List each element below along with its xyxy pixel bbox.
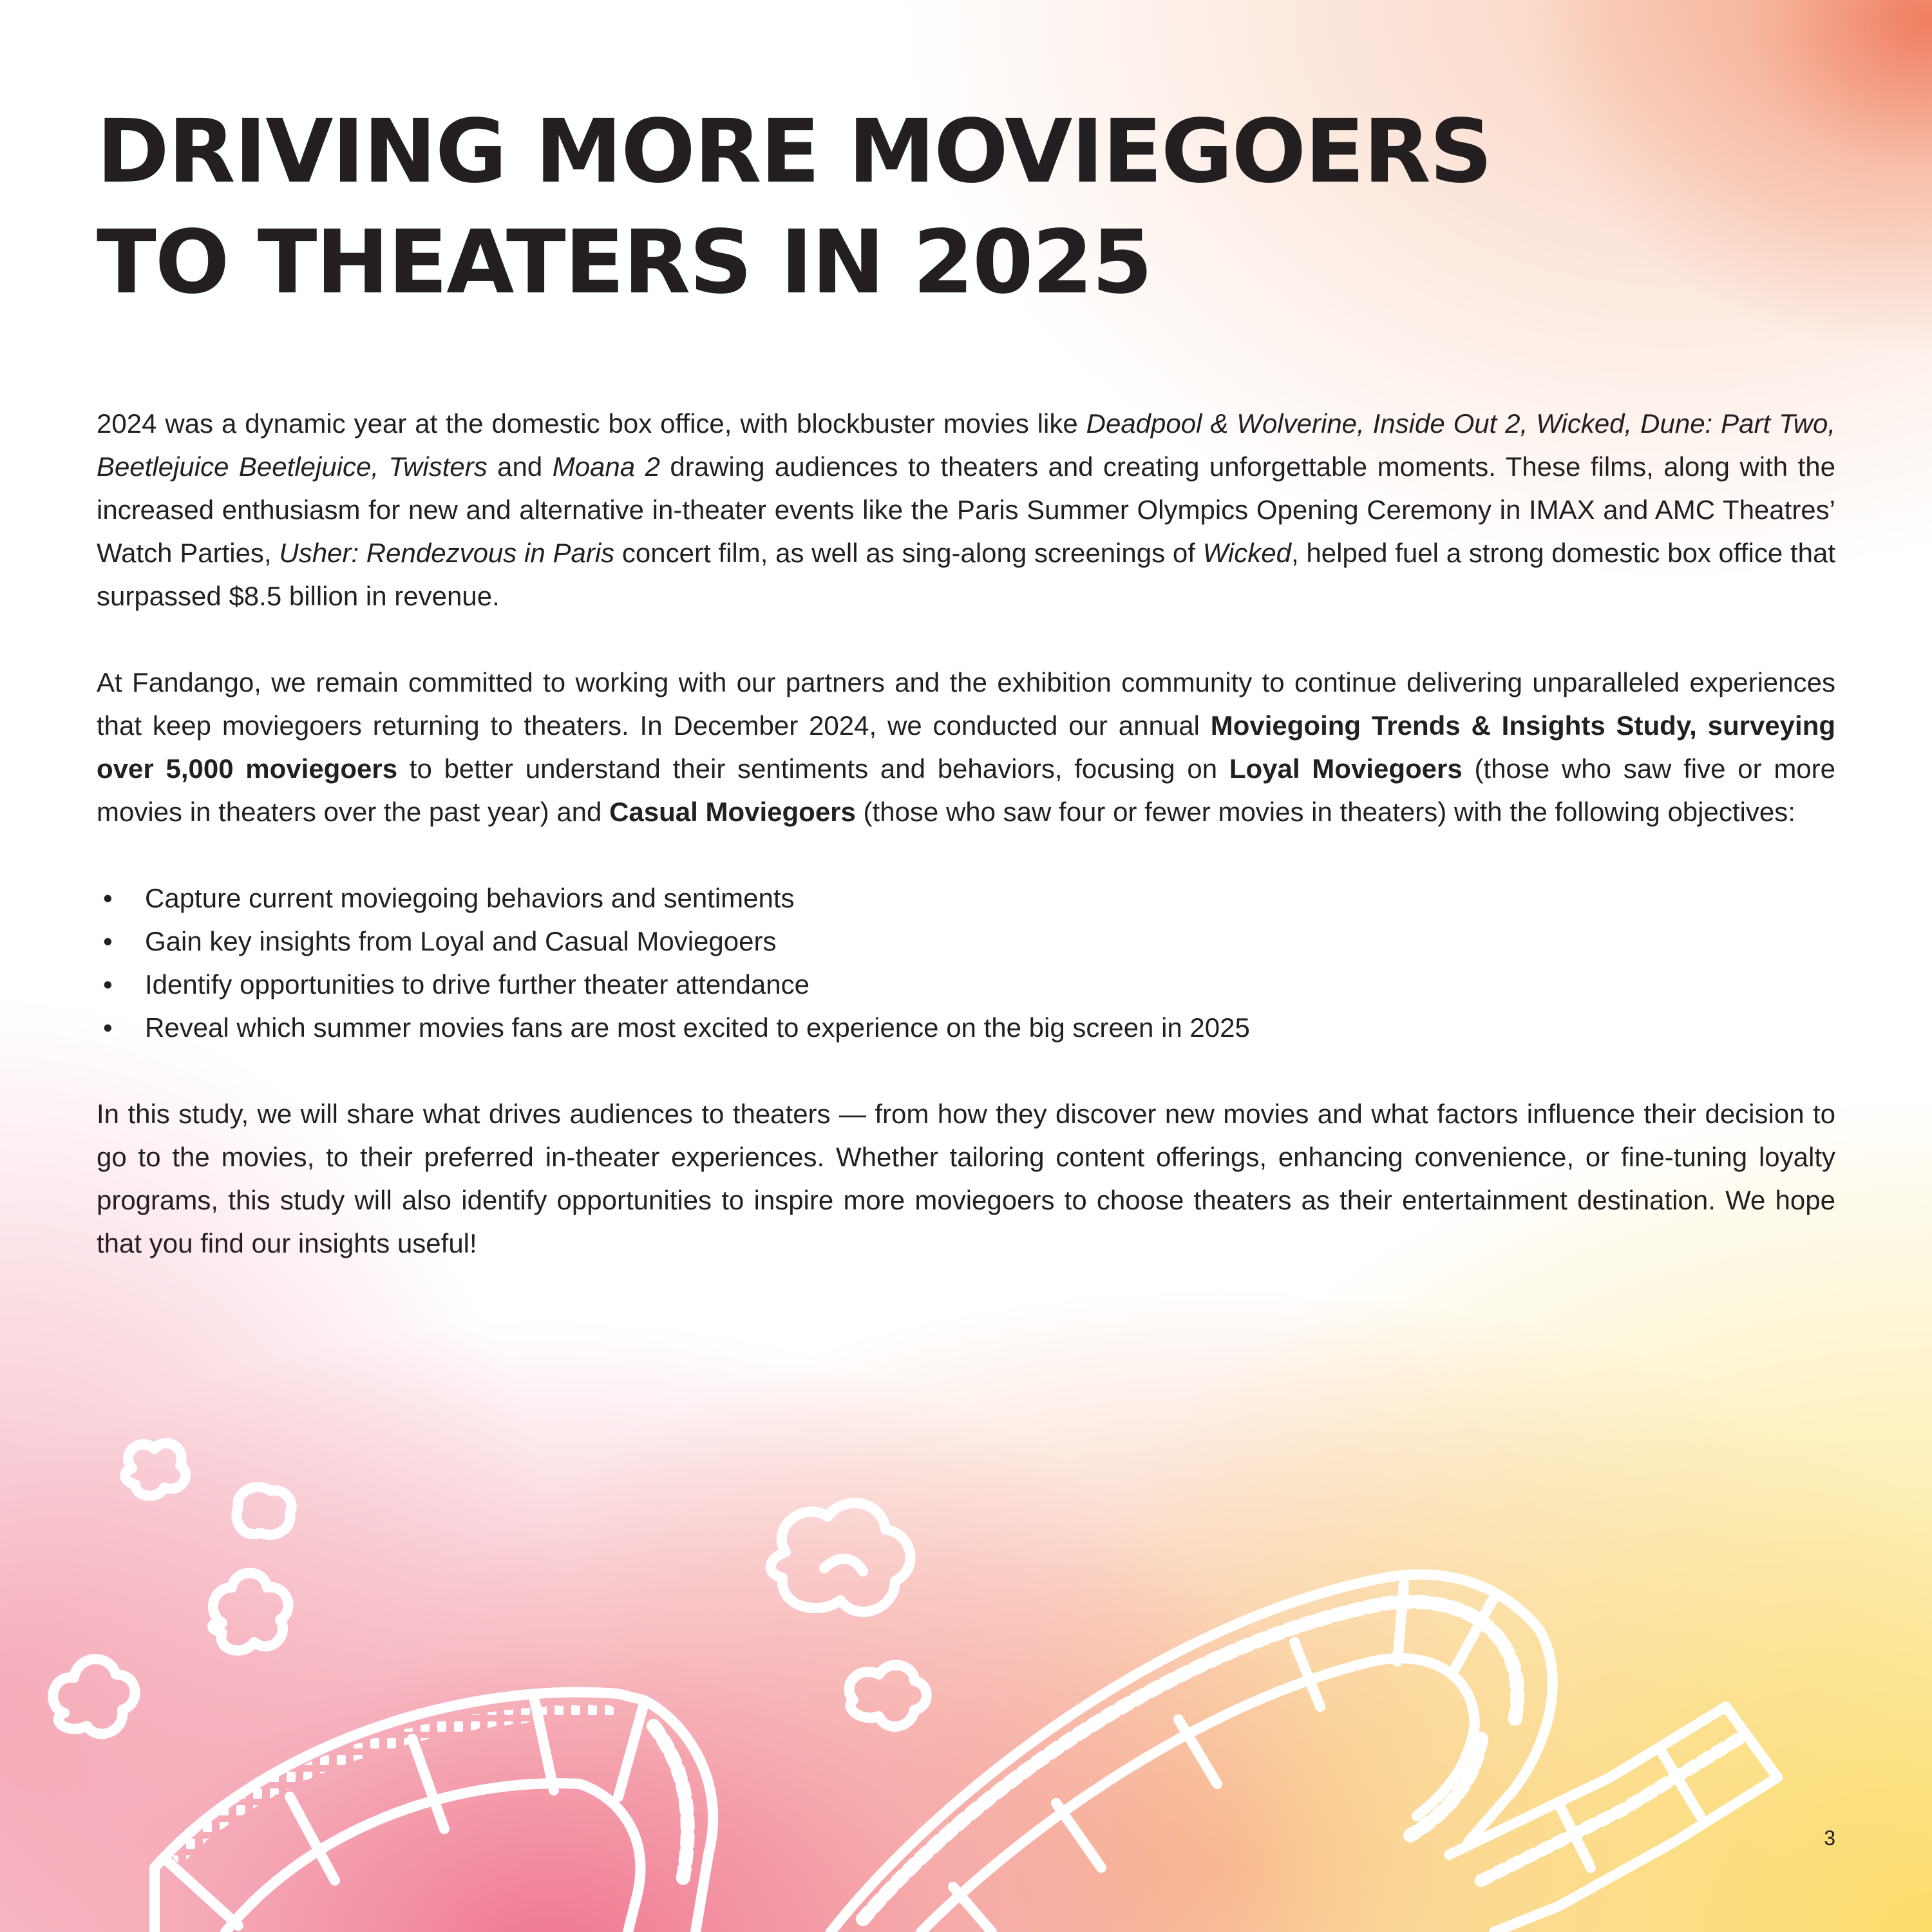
objectives-list [97, 876, 1835, 1049]
objective-item: • Capture current moviegoing behaviors and sentiments [97, 876, 1835, 920]
film-popcorn-illustration [0, 1417, 1932, 1932]
page-content [97, 97, 1835, 1308]
closing-paragraph: In this study, we will share what drives audiences to theaters — from how they discover new movies and what factors influence their decision to go to the movies, to their preferred in-theater experiences. Whether tailoring content offerings, enhancing convenience, or fine-tuning loyalty programs, this study will also identify opportunities to inspire more moviegoers to choose theaters as their entertainment destination. We hope that you find our insights useful! [97, 1099, 1835, 1258]
title-line-2: TO THEATERS IN 2025 [97, 212, 1151, 314]
casual-moviegoers-term: Casual Moviegoers [609, 797, 856, 827]
study-paragraph: At Fandango, we remain committed to working with our partners and the exhibition community to continue delivering unparalleled experiences that keep moviegoers returning to theaters. In December 2024, we conducted our annual Moviegoing Trends & Insights Study, surveying over 5,000 moviegoers to better understand their sentiments and behaviors, focusing on Loyal Moviegoers (those who saw five or more movies in theaters over the past year) and Casual Moviegoers (those who saw four or fewer movies in theaters) with the following objectives: [97, 667, 1836, 827]
page-title [97, 97, 1835, 318]
objective-item: • Identify opportunities to drive further theater attendance [97, 963, 1835, 1006]
body-text [97, 402, 1835, 1265]
objective-item: • Gain key insights from Loyal and Casual Moviegoers [97, 920, 1835, 963]
objective-item: • Reveal which summer movies fans are most excited to experience on the big screen in 2025 [97, 1006, 1835, 1049]
title-line-1: DRIVING MORE MOVIEGOERS [97, 101, 1492, 203]
popcorn-icon [213, 1573, 289, 1651]
film-title-usher: Usher: Rendezvous in Paris [279, 538, 615, 568]
film-strip-icon [155, 1692, 713, 1932]
page-number: 3 [1824, 1826, 1835, 1850]
popcorn-icon [125, 1443, 185, 1496]
popcorn-icon [771, 1503, 911, 1612]
loyal-moviegoers-term: Loyal Moviegoers [1229, 753, 1463, 784]
film-titles: Deadpool & Wolverine, Inside Out 2, Wicked, Dune: Part Two, Beetlejuice Beetlejuice, Twisters [97, 408, 1836, 482]
popcorn-icon [849, 1665, 927, 1727]
film-title-moana: Moana 2 [552, 451, 660, 482]
film-strip-icon [831, 1575, 1777, 1932]
popcorn-icon [53, 1659, 135, 1734]
popcorn-icon [236, 1487, 291, 1535]
intro-paragraph: 2024 was a dynamic year at the domestic box office, with blockbuster movies like Deadpool & Wolverine, Inside Out 2, Wicked, Dune: Part Two, Beetlejuice Beetlejuice, Twisters and Moana 2 drawing audiences to theaters and creating unforgettable moments. These films, along with the increased enthusiasm for new and alternative in-theater events like the Paris Summer Olympics Opening Ceremony in IMAX and AMC Theatres’ Watch Parties, Usher: Rendezvous in Paris concert film, as well as sing-along screenings of Wicked, helped fuel a strong domestic box office that surpassed $8.5 billion in revenue. [97, 408, 1836, 611]
film-title-wicked: Wicked [1202, 538, 1291, 568]
study-name: Moviegoing Trends & Insights Study, surveying over 5,000 moviegoers [97, 710, 1836, 784]
